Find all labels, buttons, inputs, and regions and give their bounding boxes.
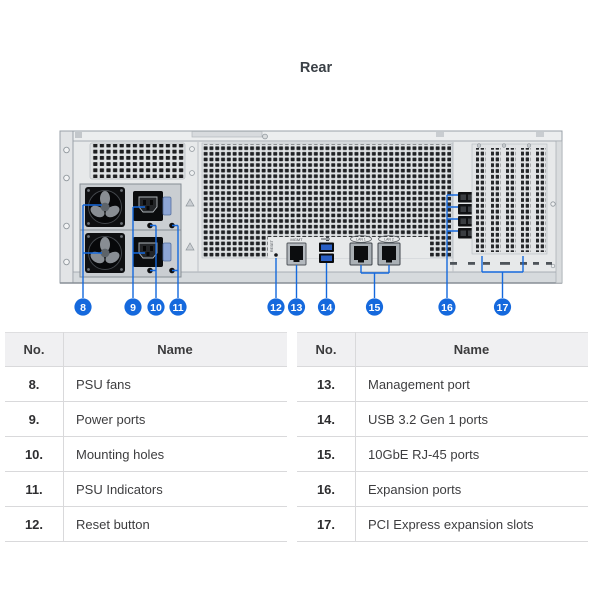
column-header-no: No. (5, 333, 64, 367)
svg-text:12: 12 (270, 301, 282, 314)
svg-text:8: 8 (80, 301, 86, 314)
svg-text:10: 10 (150, 301, 162, 314)
chassis-top-lip (60, 131, 562, 142)
svg-text:11: 11 (172, 301, 184, 314)
table-cell-name: 10GbE RJ-45 ports (368, 446, 480, 462)
svg-text:13: 13 (290, 301, 303, 314)
table-row (297, 367, 588, 402)
table-cell-name: USB 3.2 Gen 1 ports (368, 411, 488, 427)
table-cell-name: PSU fans (76, 376, 131, 392)
psu-bay (80, 184, 181, 277)
mounting-ear (60, 131, 73, 283)
screw (263, 134, 268, 139)
table-row (297, 472, 588, 507)
column-header-name: Name (356, 333, 589, 367)
callout-13 (288, 298, 305, 315)
table-row (5, 402, 287, 437)
chassis-tab (436, 132, 444, 137)
screw (551, 202, 555, 206)
table-cell-no: 17. (297, 507, 356, 542)
table-header-row (297, 333, 588, 367)
table-cell-no: 16. (297, 472, 356, 507)
svg-text:16: 16 (441, 301, 453, 314)
lan2-label: LAN 2 (384, 237, 394, 242)
svg-text:15: 15 (368, 301, 381, 314)
table-row (297, 437, 588, 472)
table-cell-no: 8. (5, 367, 64, 402)
svg-text:17: 17 (496, 301, 509, 314)
callout-11 (169, 298, 186, 315)
table-cell-no: 9. (5, 402, 64, 437)
callout-12 (267, 298, 284, 315)
chassis-tab (75, 132, 82, 138)
table-cell-name: Management port (368, 376, 470, 392)
callout-8 (74, 298, 91, 315)
table-row (5, 507, 287, 542)
table-cell-name: Expansion ports (368, 481, 462, 497)
pcie-slots (472, 144, 547, 254)
mgmt-label: MGMT (290, 237, 303, 242)
legend-table-right (297, 332, 588, 542)
callout-14 (318, 298, 335, 315)
table-cell-no: 14. (297, 402, 356, 437)
table-cell-name: Reset button (76, 516, 150, 532)
table-cell-name: Power ports (76, 411, 146, 427)
column-header-name: Name (64, 333, 288, 367)
page-title: Rear (299, 60, 333, 76)
screw (477, 144, 481, 148)
vent-grid-left (90, 143, 185, 179)
psu-latch (163, 243, 171, 261)
svg-text:9: 9 (130, 301, 136, 314)
table-cell-no: 12. (5, 507, 64, 542)
table-row (297, 402, 588, 437)
table-row (5, 472, 287, 507)
column-header-no: No. (297, 333, 356, 367)
reset-label: RESET (270, 240, 274, 252)
table-cell-name: PCI Express expansion slots (368, 516, 534, 532)
psu-latch (163, 197, 171, 215)
table-header-row (5, 333, 287, 367)
chassis-right-face (556, 141, 562, 283)
table-row (5, 367, 287, 402)
callout-badges (74, 298, 511, 315)
table-cell-no: 13. (297, 367, 356, 402)
chassis-handle-recess (192, 132, 262, 138)
table-cell-name: PSU Indicators (76, 481, 163, 497)
chassis-tab (536, 132, 544, 137)
legend-table-left (5, 332, 287, 542)
table-cell-no: 11. (5, 472, 64, 507)
callout-9 (124, 298, 141, 315)
callout-16 (438, 298, 455, 315)
lan1-label: LAN 1 (356, 237, 366, 242)
psu-fan-top (85, 187, 125, 227)
screw (190, 171, 195, 176)
table-row (5, 437, 287, 472)
table-cell-no: 15. (297, 437, 356, 472)
callout-15 (366, 298, 383, 315)
screw (502, 144, 506, 148)
table-row (297, 507, 588, 542)
callout-17 (494, 298, 511, 315)
table-cell-name: Mounting holes (76, 446, 165, 462)
svg-text:14: 14 (320, 301, 333, 314)
table-cell-no: 10. (5, 437, 64, 472)
screw (190, 147, 195, 152)
screw (527, 144, 531, 148)
callout-10 (147, 298, 164, 315)
